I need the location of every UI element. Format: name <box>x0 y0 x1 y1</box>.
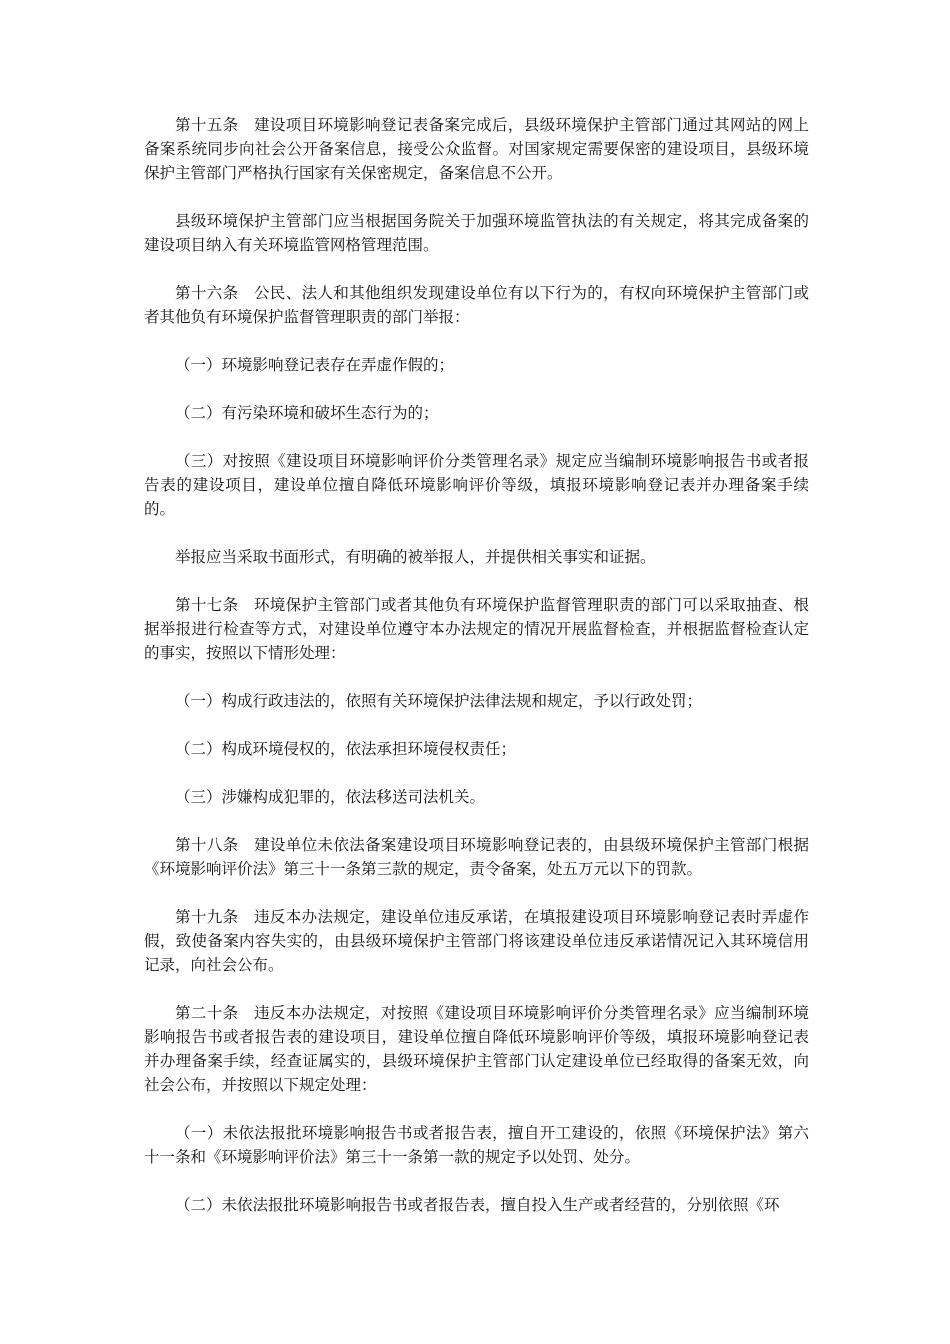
article-number: 第十九条 <box>175 908 239 926</box>
article-18-paragraph <box>144 833 809 881</box>
list-item <box>144 737 809 761</box>
article-number: 第十七条 <box>175 596 239 614</box>
paragraph-text: （三）涉嫌构成犯罪的，依法移送司法机关。 <box>175 788 486 806</box>
article-number: 第十五条 <box>175 116 239 134</box>
paragraph-text: （三）对按照《建设项目环境影响评价分类管理名录》规定应当编制环境影响报告书或者报告表的建设项目，建设单位擅自降低环境影响评价等级，填报环境影响登记表并办理备案手续的。 <box>144 452 809 518</box>
article-16-paragraph <box>144 281 809 329</box>
paragraph-text: （一）构成行政违法的，依照有关环境保护法律法规和规定，予以行政处罚； <box>175 692 703 710</box>
paragraph-text: （一）环境影响登记表存在弄虚作假的； <box>175 356 455 374</box>
article-number: 第十八条 <box>175 836 239 854</box>
paragraph-text: （二）有污染环境和破坏生态行为的； <box>175 404 439 422</box>
paragraph-text: 违反本办法规定，建设单位违反承诺，在填报建设项目环境影响登记表时弄虚作假，致使备案内容失实的，由县级环境保护主管部门将该建设单位违反承诺情况记入其环境信用记录，向社会公布。 <box>144 908 809 974</box>
list-item <box>144 1193 809 1217</box>
list-item <box>144 401 809 425</box>
paragraph-text: （二）未依法报批环境影响报告书或者报告表，擅自投入生产或者经营的，分别依照《环 <box>175 1196 780 1214</box>
list-item <box>144 1121 809 1169</box>
article-number: 第十六条 <box>175 284 239 302</box>
article-20-paragraph <box>144 1001 809 1097</box>
list-item <box>144 689 809 713</box>
paragraph-text: 建设单位未依法备案建设项目环境影响登记表的，由县级环境保护主管部门根据《环境影响评价法》第三十一条第三款的规定，责令备案，处五万元以下的罚款。 <box>144 836 809 878</box>
paragraph-text: 建设项目环境影响登记表备案完成后，县级环境保护主管部门通过其网站的网上备案系统同步向社会公开备案信息，接受公众监督。对国家规定需要保密的建设项目，县级环境保护主管部门严格执行国家有关保密规定，备案信息不公开。 <box>144 116 809 182</box>
paragraph-text: 环境保护主管部门或者其他负有环境保护监督管理职责的部门可以采取抽查、根据举报进行检查等方式，对建设单位遵守本办法规定的情况开展监督检查，并根据监督检查认定的事实，按照以下情形处理： <box>144 596 809 662</box>
list-item <box>144 353 809 377</box>
list-item <box>144 449 809 521</box>
document-page <box>144 113 809 1241</box>
paragraph-text: （一）未依法报批环境影响报告书或者报告表，擅自开工建设的，依照《环境保护法》第六十一条和《环境影响评价法》第三十一条第一款的规定予以处罚、处分。 <box>144 1124 809 1166</box>
paragraph-text: 公民、法人和其他组织发现建设单位有以下行为的，有权向环境保护主管部门或者其他负有环境保护监督管理职责的部门举报： <box>144 284 809 326</box>
paragraph-text: 违反本办法规定，对按照《建设项目环境影响评价分类管理名录》应当编制环境影响报告书或者报告表的建设项目，建设单位擅自降低环境影响评价等级，填报环境影响登记表并办理备案手续，经查证属实的，县级环境保护主管部门认定建设单位已经取得的备案无效，向社会公布，并按照以下规定处理： <box>144 1004 809 1094</box>
paragraph-text: 县级环境保护主管部门应当根据国务院关于加强环境监管执法的有关规定，将其完成备案的建设项目纳入有关环境监管网格管理范围。 <box>144 212 809 254</box>
report-form-paragraph <box>144 545 809 569</box>
article-19-paragraph <box>144 905 809 977</box>
article-15-paragraph <box>144 113 809 185</box>
article-15-supplement-paragraph <box>144 209 809 257</box>
paragraph-text: （二）构成环境侵权的，依法承担环境侵权责任； <box>175 740 517 758</box>
article-number: 第二十条 <box>175 1004 239 1022</box>
paragraph-text: 举报应当采取书面形式，有明确的被举报人，并提供相关事实和证据。 <box>175 548 656 566</box>
list-item <box>144 785 809 809</box>
article-17-paragraph <box>144 593 809 665</box>
